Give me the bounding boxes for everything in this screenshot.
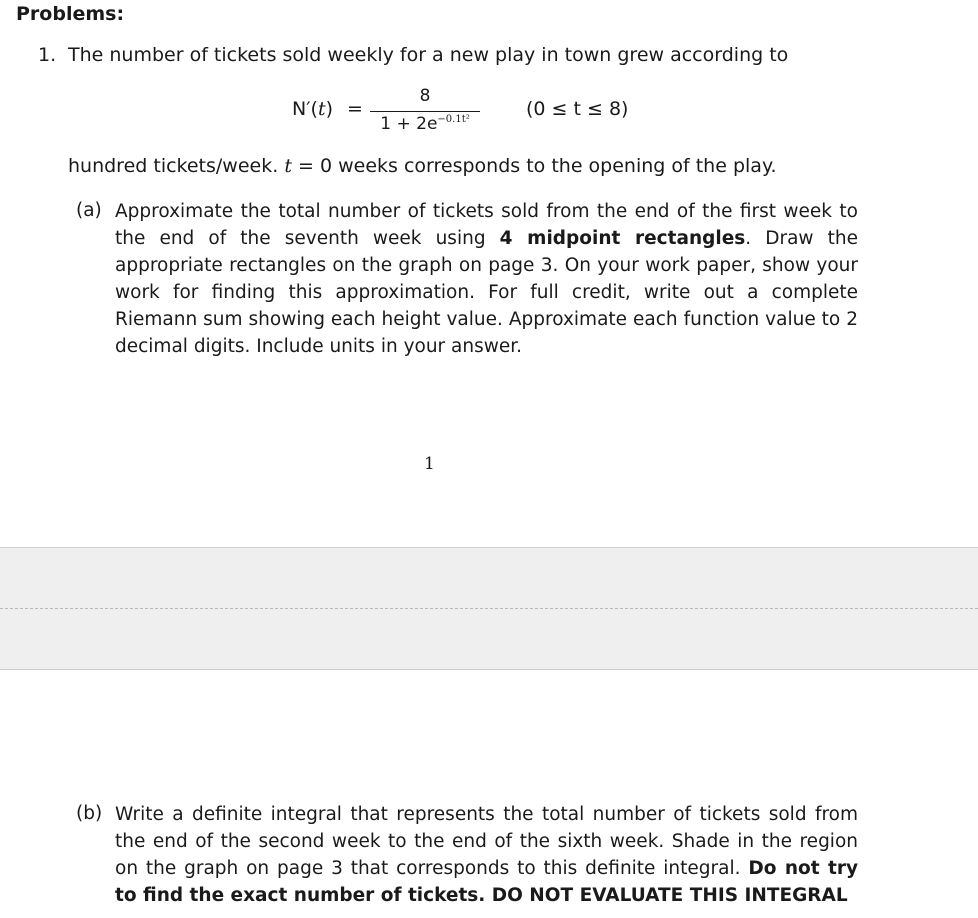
opening-text: = 0 weeks corresponds to the opening of the play.	[291, 155, 777, 177]
part-a-text-1: Approximate the total number of tickets sold from the end of the first week to the end of the seventh week using	[115, 201, 858, 249]
page-break-line	[0, 608, 978, 609]
equation-numerator: 8	[419, 86, 431, 106]
part-b-bold: Do not try to find the exact number of tickets. DO NOT EVALUATE THIS INTEGRAL	[115, 858, 859, 906]
part-b-text	[115, 801, 858, 909]
equation-denominator-exponent: −0.1t²	[437, 114, 470, 125]
equation-domain: (0 ≤ t ≤ 8)	[526, 98, 629, 120]
part-a-text	[115, 198, 858, 360]
equation-lhs-func: N′(	[292, 98, 318, 120]
equation-lhs-var: t	[317, 98, 326, 120]
fraction-bar	[370, 111, 480, 112]
problem-number: 1.	[38, 44, 57, 66]
part-a-label: (a)	[76, 200, 102, 221]
section-heading: Problems:	[16, 3, 125, 25]
equation-equals: =	[347, 98, 363, 120]
problem-intro: The number of tickets sold weekly for a new play in town grew according to	[68, 44, 789, 66]
part-b-text-1: Write a definite integral that represents the total number of tickets sold from the end of the second week to the end of the sixth week. Shade in the region on the graph on page 3 that corresponds to this definite integral.	[115, 804, 858, 879]
equation-lhs	[292, 98, 333, 120]
problem-continuation	[68, 155, 777, 177]
equation-denominator-base: 1 + 2e	[380, 114, 438, 134]
equation-lhs-close: )	[325, 98, 334, 120]
time-variable: t	[284, 155, 292, 177]
part-b-label: (b)	[76, 803, 103, 824]
equation-denominator	[370, 114, 480, 134]
page-number: 1	[424, 454, 435, 474]
part-a-text-2: . Draw the appropriate rectangles on the graph on page 3. On your work paper, show your work for finding this approximation. For full credit, write out a complete Riemann sum showing each height value. Approximate each function value to 2 decimal digits. Include units in your answer.	[115, 228, 859, 357]
units-text: hundred tickets/week.	[68, 155, 279, 177]
part-a-bold: 4 midpoint rectangles	[499, 228, 746, 249]
